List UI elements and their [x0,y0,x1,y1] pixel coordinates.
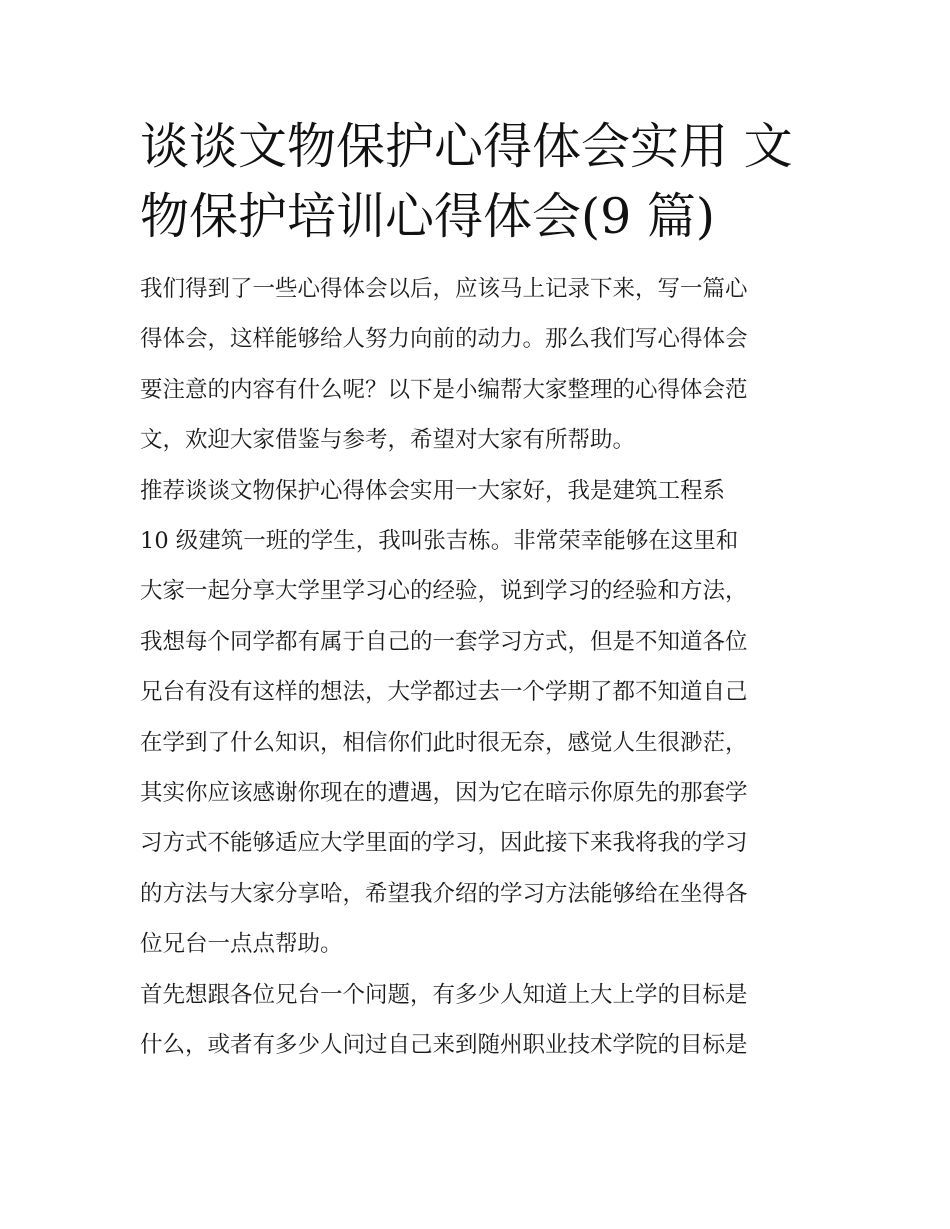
paragraph-question [140,970,812,1071]
paragraph-recommendation [140,466,812,970]
text-line: 推荐谈谈文物保护心得体会实用一大家好，我是建筑工程系 [140,477,726,504]
text-line: 10 级建筑一班的学生，我叫张吉栋。非常荣幸能够在这里和 [140,528,739,555]
text-line: 习方式不能够适应大学里面的学习，因此接下来我将我的学习 [140,830,748,857]
text-line: 其实你应该感谢你现在的遭遇，因为它在暗示你原先的那套学 [140,780,748,807]
text-line: 得体会，这样能够给人努力向前的动力。那么我们写心得体会 [140,326,748,353]
document-content [140,112,812,1071]
text-line: 文，欢迎大家借鉴与参考，希望对大家有所帮助。 [140,427,636,454]
paragraph-intro [140,264,812,466]
text-line: 兄台有没有这样的想法，大学都过去一个学期了都不知道自己 [140,679,748,706]
text-line: 我们得到了一些心得体会以后，应该马上记录下来，写一篇心 [140,276,748,302]
document-body [140,264,812,1071]
document-title [140,112,812,252]
text-line: 我想每个同学都有属于自己的一套学习方式，但是不知道各位 [140,628,748,655]
text-line: 在学到了什么知识，相信你们此时很无奈，感觉人生很渺茫， [140,729,748,756]
text-line: 要注意的内容有什么呢？以下是小编帮大家整理的心得体会范 [140,376,748,403]
text-line: 首先想跟各位兄台一个问题，有多少人知道上大上学的目标是 [140,981,748,1008]
text-line: 的方法与大家分享哈，希望我介绍的学习方法能够给在坐得各 [140,880,748,907]
title-line: 物保护培训心得体会(9 篇) [140,188,715,245]
title-line: 谈谈文物保护心得体会实用 文 [140,118,793,175]
text-line: 大家一起分享大学里学习心的经验，说到学习的经验和方法， [140,578,748,605]
text-line: 什么，或者有多少人问过自己来到随州职业技术学院的目标是 [140,1032,748,1059]
text-line: 位兄台一点点帮助。 [140,931,343,958]
